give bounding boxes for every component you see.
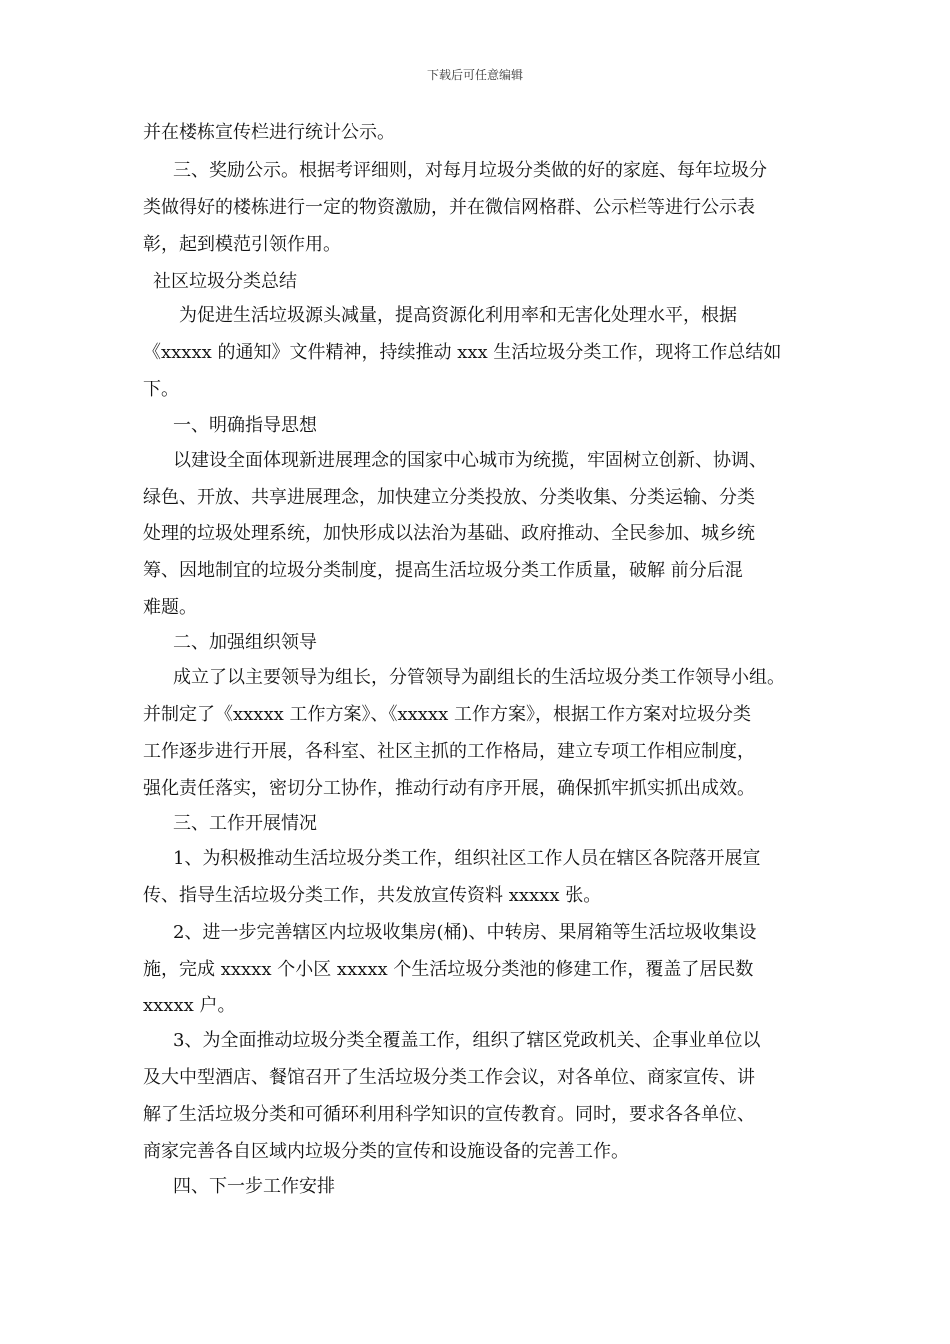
section-heading: 二、加强组织领导 xyxy=(173,632,317,653)
section-title: 社区垃圾分类总结 xyxy=(153,271,297,292)
page-header: 下载后可任意编辑 xyxy=(426,68,523,82)
paragraph-line: 《xxxxx 的通知》文件精神，持续推动 xxx 生活垃圾分类工作，现将工作总结如 xyxy=(143,342,782,363)
paragraph-line: 施，完成 xxxxx 个小区 xxxxx 个生活垃圾分类池的修建工作，覆盖了居民数 xyxy=(143,959,754,980)
paragraph-line: 解了生活垃圾分类和可循环利用科学知识的宣传教育。同时，要求各各单位、 xyxy=(143,1104,755,1125)
paragraph-line: 筹、因地制宜的垃圾分类制度，提高生活垃圾分类工作质量，破解 前分后混 xyxy=(143,560,743,581)
paragraph-line: 三、奖励公示。根据考评细则，对每月垃圾分类做的好的家庭、每年垃圾分 xyxy=(173,160,767,181)
paragraph-line: 1、为积极推动生活垃圾分类工作，组织社区工作人员在辖区各院落开展宣 xyxy=(173,848,761,869)
paragraph-line: 强化责任落实，密切分工协作，推动行动有序开展，确保抓牢抓实抓出成效。 xyxy=(143,778,755,799)
section-heading: 一、明确指导思想 xyxy=(173,415,317,436)
paragraph-line: 2、进一步完善辖区内垃圾收集房(桶)、中转房、果屑箱等生活垃圾收集设 xyxy=(173,922,757,943)
paragraph-line: 下。 xyxy=(143,379,179,400)
paragraph-line: 为促进生活垃圾源头减量，提高资源化利用率和无害化处理水平，根据 xyxy=(179,305,737,326)
paragraph-line: 成立了以主要领导为组长，分管领导为副组长的生活垃圾分类工作领导小组。 xyxy=(173,667,785,688)
section-heading: 四、下一步工作安排 xyxy=(173,1176,335,1197)
paragraph-line: 传、指导生活垃圾分类工作，共发放宣传资料 xxxxx 张。 xyxy=(143,885,602,906)
paragraph-line: 并制定了《xxxxx 工作方案》、《xxxxx 工作方案》，根据工作方案对垃圾分类 xyxy=(143,704,751,725)
paragraph-line: 处理的垃圾处理系统，加快形成以法治为基础、政府推动、全民参加、城乡统 xyxy=(143,523,755,544)
paragraph-line: 以建设全面体现新进展理念的国家中心城市为统揽，牢固树立创新、协调、 xyxy=(173,450,767,471)
paragraph-line: 并在楼栋宣传栏进行统计公示。 xyxy=(143,122,395,143)
paragraph-line: 彰，起到模范引领作用。 xyxy=(143,234,341,255)
paragraph-line: 难题。 xyxy=(143,597,197,618)
paragraph-line: xxxxx 户。 xyxy=(143,995,236,1016)
paragraph-line: 及大中型酒店、餐馆召开了生活垃圾分类工作会议，对各单位、商家宣传、讲 xyxy=(143,1067,755,1088)
paragraph-line: 类做得好的楼栋进行一定的物资激励，并在微信网格群、公示栏等进行公示表 xyxy=(143,197,755,218)
paragraph-line: 绿色、开放、共享进展理念，加快建立分类投放、分类收集、分类运输、分类 xyxy=(143,487,755,508)
paragraph-line: 工作逐步进行开展，各科室、社区主抓的工作格局，建立专项工作相应制度， xyxy=(143,741,755,762)
section-heading: 三、工作开展情况 xyxy=(173,813,317,834)
paragraph-line: 商家完善各自区域内垃圾分类的宣传和设施设备的完善工作。 xyxy=(143,1141,629,1162)
paragraph-line: 3、为全面推动垃圾分类全覆盖工作，组织了辖区党政机关、企事业单位以 xyxy=(173,1030,761,1051)
